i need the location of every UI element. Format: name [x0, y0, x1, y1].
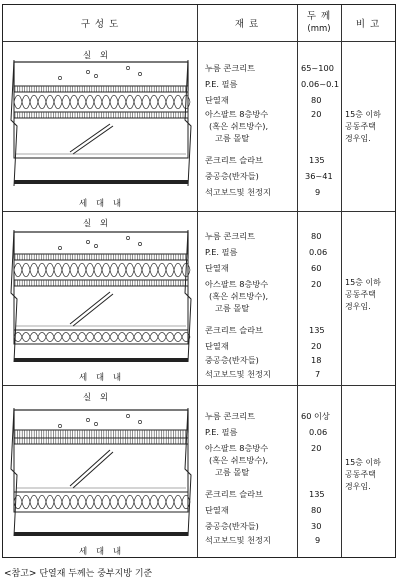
- thickness-value: 20: [311, 279, 322, 289]
- thickness-value: 80: [311, 231, 322, 241]
- material-item: 고름 몰탈: [215, 133, 250, 143]
- waterproof-layer: [14, 280, 188, 286]
- material-item: 아스팔트 8층방수: [205, 279, 269, 289]
- material-item: 아스팔트 8층방수: [205, 109, 269, 119]
- remark-line: 공동주택: [345, 290, 376, 299]
- header-thickness: 두 께: [306, 11, 332, 22]
- material-item: 단열재: [205, 505, 229, 515]
- material-item: P.E. 필름: [205, 427, 238, 437]
- indoor-label: 세 대 내: [79, 547, 125, 557]
- outdoor-label: 실 외: [83, 393, 112, 403]
- thickness-value: 135: [309, 155, 325, 165]
- thickness-value: 20: [311, 109, 322, 119]
- thickness-value: 20: [311, 341, 322, 351]
- material-item: 고름 몰탈: [215, 303, 250, 313]
- thickness-value: 60: [311, 263, 322, 273]
- material-item: P.E. 필름: [205, 247, 238, 257]
- material-item: 콘크리트 슬라브: [205, 489, 263, 499]
- material-item: 단열재: [205, 95, 229, 105]
- insulation-hatch: [14, 495, 190, 509]
- material-item: 석고보드및 천정지: [205, 187, 271, 197]
- thickness-value: 0.06: [309, 247, 328, 257]
- remark-line: 경우임.: [345, 134, 371, 143]
- thickness-value: 0.06~0.1: [301, 79, 340, 89]
- header-thickness-unit: (mm): [307, 24, 331, 34]
- material-item: 누름 콘크리트: [205, 411, 256, 421]
- remark-line: 공동주택: [345, 122, 376, 131]
- insulation-hatch: [14, 333, 190, 342]
- thickness-value: 7: [315, 369, 321, 379]
- concrete-slab: [14, 118, 188, 158]
- thickness-value: 80: [311, 505, 322, 515]
- header-material: 재 료: [234, 19, 260, 30]
- outdoor-label: 실 외: [83, 51, 112, 61]
- remark-line: 공동주택: [345, 470, 376, 479]
- material-item: (혹은 쉬트방수),: [209, 121, 269, 131]
- thickness-value: 0.06: [309, 427, 328, 437]
- thickness-value: 65~100: [301, 63, 334, 73]
- remark-line: 15층 이하: [345, 458, 381, 467]
- thickness-value: 9: [315, 187, 321, 197]
- remark-line: 15층 이하: [345, 278, 381, 287]
- remark-line: 경우임.: [345, 302, 371, 311]
- indoor-label: 세 대 내: [79, 373, 125, 383]
- indoor-label: 세 대 내: [79, 199, 125, 209]
- material-item: 석고보드및 천정지: [205, 535, 271, 545]
- material-item: 아스팔트 8층방수: [205, 443, 269, 453]
- material-item: 석고보드및 천정지: [205, 369, 271, 379]
- material-item: 고름 몰탈: [215, 467, 250, 477]
- insulation-hatch: [14, 263, 190, 277]
- topping-concrete: [14, 410, 188, 432]
- concrete-slab: [14, 286, 188, 330]
- gypsum-board: [14, 180, 188, 184]
- material-item: 누름 콘크리트: [205, 63, 256, 73]
- material-item: 콘크리트 슬라브: [205, 155, 263, 165]
- thickness-value: 80: [311, 95, 322, 105]
- footnote: <참고> 단열재 두께는 중부지방 기준: [4, 569, 153, 579]
- material-item: (혹은 쉬트방수),: [209, 291, 269, 301]
- waterproof-layer: [14, 86, 188, 92]
- outdoor-label: 실 외: [83, 219, 112, 229]
- material-item: 누름 콘크리트: [205, 231, 256, 241]
- concrete-slab: [14, 444, 188, 492]
- thickness-value: 30: [311, 521, 322, 531]
- remark-line: 경우임.: [345, 482, 371, 491]
- material-item: 중공층(반자들): [205, 521, 259, 531]
- material-item: 중공층(반자들): [205, 171, 259, 181]
- thickness-value: 135: [309, 325, 325, 335]
- waterproof-layer: [14, 430, 188, 438]
- gypsum-board: [14, 358, 188, 362]
- remark-line: 15층 이하: [345, 110, 381, 119]
- thickness-value: 20: [311, 443, 322, 453]
- thickness-value: 9: [315, 535, 321, 545]
- material-item: (혹은 쉬트방수),: [209, 455, 269, 465]
- thickness-value: 135: [309, 489, 325, 499]
- material-item: 단열재: [205, 341, 229, 351]
- thickness-value: 60 이상: [301, 411, 330, 421]
- gypsum-board: [14, 532, 188, 536]
- waterproof-layer: [14, 112, 188, 118]
- thickness-value: 36~41: [305, 171, 333, 181]
- header-remarks: 비 고: [355, 19, 381, 30]
- insulation-layer: [14, 330, 188, 344]
- thickness-value: 18: [311, 355, 322, 365]
- material-item: 콘크리트 슬라브: [205, 325, 263, 335]
- waterproof-layer: [14, 438, 188, 444]
- material-item: 단열재: [205, 263, 229, 273]
- insulation-hatch: [14, 95, 190, 109]
- material-item: P.E. 필름: [205, 79, 238, 89]
- header-composition: 구 성 도: [80, 19, 120, 30]
- material-item: 중공층(반자들): [205, 355, 259, 365]
- waterproof-layer: [14, 254, 188, 260]
